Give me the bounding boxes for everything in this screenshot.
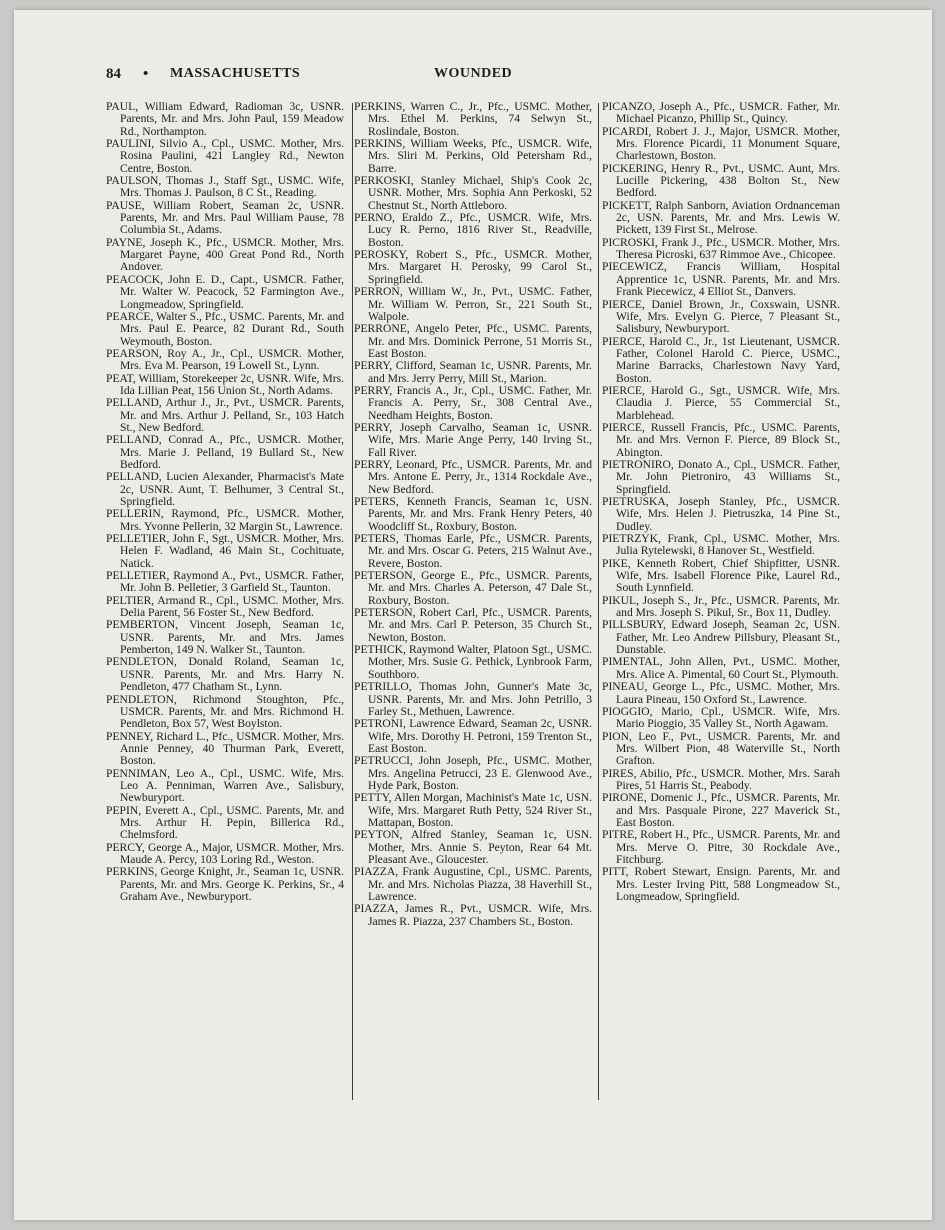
casualty-entry: PETERSON, George E., Pfc., USMCR. Parents, Mr. and Mrs. Charles A. Peterson, 47 Dale St., Roxbury, Boston. (354, 569, 592, 607)
casualty-entry: PITT, Robert Stewart, Ensign. Parents, Mr. and Mrs. Lester Irving Pitt, 588 Longmeadow St., Longmeadow, Springfield. (602, 865, 840, 903)
casualty-entry: PENDLETON, Richmond Stoughton, Pfc., USMCR. Parents, Mr. and Mrs. Richmond H. Pendleton, Box 57, West Boylston. (106, 692, 344, 731)
casualty-entry: PEMBERTON, Vincent Joseph, Seaman 1c, USNR. Parents, Mr. and Mrs. James Pemberton, 149 N. Walker St., Taunton. (106, 618, 344, 657)
casualty-entry: PICARDI, Robert J. J., Major, USMCR. Mother, Mrs. Florence Picardi, 11 Monument Square, Charlestown, Boston. (602, 124, 840, 163)
casualty-entry: PIRONE, Domenic J., Pfc., USMCR. Parents, Mr. and Mrs. Pasquale Pirone, 227 Maverick St., East Boston. (602, 791, 840, 829)
casualty-entry: PETTY, Allen Morgan, Machinist's Mate 1c, USN. Wife, Mrs. Margaret Ruth Petty, 524 River St., Mattapan, Boston. (354, 791, 592, 829)
casualty-entry: PIERCE, Russell Francis, Pfc., USMC. Parents, Mr. and Mrs. Vernon F. Pierce, 89 Block St., Abington. (602, 420, 840, 459)
casualty-entry: PEARCE, Walter S., Pfc., USMC. Parents, Mr. and Mrs. Paul E. Pearce, 82 Durant Rd., South Weymouth, Boston. (106, 309, 344, 348)
page-header (106, 66, 851, 92)
casualty-entry: PEROSKY, Robert S., Pfc., USMCR. Mother, Mrs. Margaret H. Perosky, 99 Carol St., Springfield. (354, 248, 592, 286)
column-divider (598, 103, 599, 1100)
casualty-entry: PERRY, Joseph Carvalho, Seaman 1c, USNR. Wife, Mrs. Marie Ange Perry, 140 Irving St., Fall River. (354, 420, 592, 459)
casualty-entry: PAULSON, Thomas J., Staff Sgt., USMC. Wife, Mrs. Thomas J. Paulson, 8 C St., Reading. (106, 174, 344, 200)
casualty-entry: PICKERING, Henry R., Pvt., USMC. Aunt, Mrs. Lucille Pickering, 438 Bolton St., New Bedford. (602, 161, 840, 200)
casualty-entry: PERRY, Francis A., Jr., Cpl., USMC. Father, Mr. Francis A. Perry, Sr., 308 Central Ave., Needham Heights, Boston. (354, 383, 592, 422)
casualty-entry: PIAZZA, Frank Augustine, Cpl., USMC. Parents, Mr. and Mrs. Nicholas Piazza, 38 Haverhill St., Lawrence. (354, 865, 592, 903)
casualty-entry: PICANZO, Joseph A., Pfc., USMCR. Father, Mr. Michael Picanzo, Phillip St., Quincy. (602, 100, 840, 126)
casualty-entry: PETRILLO, Thomas John, Gunner's Mate 3c, USNR. Parents, Mr. and Mrs. John Petrillo, 3 Farley St., Methuen, Lawrence. (354, 680, 592, 718)
casualty-entry: PETRONI, Lawrence Edward, Seaman 2c, USNR. Wife, Mrs. Dorothy H. Petroni, 159 Trenton St., East Boston. (354, 717, 592, 755)
casualty-entry: PETERS, Kenneth Francis, Seaman 1c, USN. Parents, Mr. and Mrs. Frank Henry Peters, 40 Woodcliff St., Roxbury, Boston. (354, 495, 592, 533)
casualty-entry: PETERS, Thomas Earle, Pfc., USMCR. Parents, Mr. and Mrs. Oscar G. Peters, 215 Walnut Ave., Revere, Boston. (354, 532, 592, 570)
casualty-entry: PELLAND, Conrad A., Pfc., USMCR. Mother, Mrs. Marie J. Pelland, 19 Bullard St., New Bedford. (106, 433, 344, 471)
section-heading: WOUNDED (434, 66, 513, 81)
casualty-entry: PERKINS, George Knight, Jr., Seaman 1c, USNR. Parents, Mr. and Mrs. George K. Perkins, Sr., 4 Graham Ave., Newburyport. (106, 865, 344, 903)
casualty-entry: PENNIMAN, Leo A., Cpl., USMC. Wife, Mrs. Leo A. Penniman, Warren Ave., Salisbury, Newburyport. (106, 766, 344, 805)
casualty-entry: PIERCE, Daniel Brown, Jr., Coxswain, USNR. Wife, Mrs. Evelyn G. Pierce, 7 Pleasant St., Salisbury, Newburyport. (602, 297, 840, 336)
page-number: 84 (106, 66, 121, 82)
casualty-entry: PINEAU, George L., Pfc., USMC. Mother, Mrs. Laura Pineau, 150 Oxford St., Lawrence. (602, 680, 840, 706)
casualty-entry: PIRES, Abilio, Pfc., USMCR. Mother, Mrs. Sarah Pires, 51 Harris St., Peabody. (602, 766, 840, 792)
casualty-entry: PEPIN, Everett A., Cpl., USMC. Parents, Mr. and Mrs. Arthur H. Pepin, Billerica Rd., Chelmsford. (106, 803, 344, 842)
casualty-entry: PIOGGIO, Mario, Cpl., USMCR. Wife, Mrs. Mario Pioggio, 35 Valley St., North Agawam. (602, 704, 840, 731)
casualty-entry: PENNEY, Richard L., Pfc., USMCR. Mother, Mrs. Annie Penney, 40 Thurman Park, Everett, Boston. (106, 729, 344, 768)
listing-column-1 (106, 101, 344, 903)
casualty-entry: PIAZZA, James R., Pvt., USMCR. Wife, Mrs. James R. Piazza, 237 Chambers St., Boston. (354, 902, 592, 928)
header-bullet: • (143, 66, 149, 82)
casualty-entry: PERCY, George A., Major, USMCR. Mother, Mrs. Maude A. Percy, 103 Loring Rd., Weston. (106, 840, 344, 866)
casualty-entry: PIERCE, Harold G., Sgt., USMCR. Wife, Mrs. Claudia J. Pierce, 55 Commercial St., Marblehead. (602, 383, 840, 422)
casualty-entry: PEYTON, Alfred Stanley, Seaman 1c, USN. Mother, Mrs. Annie S. Peyton, Rear 64 Mt. Pleasant Ave., Gloucester. (354, 828, 592, 866)
casualty-entry: PERRY, Leonard, Pfc., USMCR. Parents, Mr. and Mrs. Antone E. Perry, Jr., 1314 Rockdale Ave., New Bedford. (354, 457, 592, 496)
casualty-entry: PIERCE, Harold C., Jr., 1st Lieutenant, USMCR. Father, Colonel Harold C. Pierce, USMC., Marine Barracks, Charlestown Navy Yard, Boston. (602, 334, 840, 385)
casualty-entry: PION, Leo F., Pvt., USMCR. Parents, Mr. and Mrs. Wilbert Pion, 48 Waterville St., North Grafton. (602, 729, 840, 768)
casualty-entry: PIKUL, Joseph S., Jr., Pfc., USMCR. Parents, Mr. and Mrs. Joseph S. Pikul, Sr., Box 11, Dudley. (602, 593, 840, 620)
casualty-entry: PAYNE, Joseph K., Pfc., USMCR. Mother, Mrs. Margaret Payne, 400 Great Pond Rd., North Andover. (106, 235, 344, 274)
casualty-entry: PETHICK, Raymond Walter, Platoon Sgt., USMC. Mother, Mrs. Susie G. Pethick, Lynbrook Farm, Southboro. (354, 643, 592, 681)
casualty-entry: PICROSKI, Frank J., Pfc., USMCR. Mother, Mrs. Theresa Picroski, 637 Rimmoe Ave., Chicopee. (602, 235, 840, 262)
casualty-entry: PETRUCCI, John Joseph, Pfc., USMC. Mother, Mrs. Angelina Petrucci, 23 E. Glenwood Ave., Hyde Park, Boston. (354, 754, 592, 792)
casualty-entry: PIETRZYK, Frank, Cpl., USMC. Mother, Mrs. Julia Rytelewski, 8 Hanover St., Westfield. (602, 532, 840, 558)
casualty-entry: PEAT, William, Storekeeper 2c, USNR. Wife, Mrs. Ida Lillian Peat, 156 Union St., North Adams. (106, 371, 344, 397)
casualty-entry: PERRONE, Angelo Peter, Pfc., USMC. Parents, Mr. and Mrs. Dominick Perrone, 51 Morris St., East Boston. (354, 322, 592, 360)
casualty-entry: PETERSON, Robert Carl, Pfc., USMCR. Parents, Mr. and Mrs. Carl P. Peterson, 35 Church St., Newton, Boston. (354, 606, 592, 644)
casualty-entry: PELLAND, Lucien Alexander, Pharmacist's Mate 2c, USNR. Aunt, T. Belhumer, 3 Central St., Springfield. (106, 470, 344, 508)
state-heading: MASSACHUSETTS (170, 66, 301, 81)
casualty-entry: PERKINS, William Weeks, Pfc., USMCR. Wife, Mrs. Sliri M. Perkins, Old Petersham Rd., Barre. (354, 137, 592, 175)
casualty-entry: PELLETIER, Raymond A., Pvt., USMCR. Father, Mr. John B. Pelletier, 3 Garfield St., Taunton. (106, 569, 344, 595)
listing-column-2 (354, 101, 592, 928)
casualty-entry: PERKINS, Warren C., Jr., Pfc., USMC. Mother, Mrs. Ethel M. Perkins, 74 Selwyn St., Roslindale, Boston. (354, 100, 592, 138)
casualty-entry: PELLERIN, Raymond, Pfc., USMCR. Mother, Mrs. Yvonne Pellerin, 32 Margin St., Lawrence. (106, 507, 344, 533)
casualty-entry: PERNO, Eraldo Z., Pfc., USMCR. Wife, Mrs. Lucy R. Perno, 1816 River St., Readville, Boston. (354, 211, 592, 249)
listing-column-3 (602, 101, 840, 903)
casualty-entry: PIETRUSKA, Joseph Stanley, Pfc., USMCR. Wife, Mrs. Helen J. Pietruszka, 14 Pine St., Dudley. (602, 495, 840, 533)
casualty-entry: PITRE, Robert H., Pfc., USMCR. Parents, Mr. and Mrs. Merve O. Pitre, 30 Rockdale Ave., Fitchburg. (602, 828, 840, 866)
casualty-entry: PIKE, Kenneth Robert, Chief Shipfitter, USNR. Wife, Mrs. Isabell Florence Pike, Laurel Rd., South Lynnfield. (602, 556, 840, 595)
casualty-entry: PELTIER, Armand R., Cpl., USMC. Mother, Mrs. Delia Parent, 56 Foster St., New Bedford. (106, 593, 344, 620)
casualty-entry: PERRON, William W., Jr., Pvt., USMC. Father, Mr. William W. Perron, Sr., 221 South St., Walpole. (354, 285, 592, 323)
casualty-entry: PENDLETON, Donald Roland, Seaman 1c, USNR. Parents, Mr. and Mrs. Harry N. Pendleton, 477 Chatham St., Lynn. (106, 655, 344, 694)
casualty-entry: PILLSBURY, Edward Joseph, Seaman 2c, USN. Father, Mr. Leo Andrew Pillsbury, Pleasant St., Dunstable. (602, 618, 840, 657)
casualty-entry: PELLETIER, John F., Sgt., USMCR. Mother, Mrs. Helen F. Wadland, 46 Main St., Cochituate, Natick. (106, 532, 344, 570)
casualty-entry: PIMENTAL, John Allen, Pvt., USMC. Mother, Mrs. Alice A. Pimental, 60 Court St., Plymouth. (602, 655, 840, 681)
column-divider (352, 103, 353, 1100)
casualty-entry: PELLAND, Arthur J., Jr., Pvt., USMCR. Parents, Mr. and Mrs. Arthur J. Pelland, Sr., 103 Hatch St., New Bedford. (106, 396, 344, 434)
casualty-entry: PIECEWICZ, Francis William, Hospital Apprentice 1c, USNR. Parents, Mr. and Mrs. Frank Piecewicz, 4 Elliot St., Danvers. (602, 260, 840, 299)
casualty-entry: PAUL, William Edward, Radioman 3c, USNR. Parents, Mr. and Mrs. John Paul, 159 Meadow Rd., Northampton. (106, 100, 344, 138)
casualty-entry: PEARSON, Roy A., Jr., Cpl., USMCR. Mother, Mrs. Eva M. Pearson, 19 Lowell St., Lynn. (106, 346, 344, 373)
casualty-entry: PEACOCK, John E. D., Capt., USMCR. Father, Mr. Walter W. Peacock, 52 Farmington Ave., Longmeadow, Springfield. (106, 272, 344, 311)
casualty-entry: PAULINI, Silvio A., Cpl., USMC. Mother, Mrs. Rosina Paulini, 421 Langley Rd., Newton Centre, Boston. (106, 137, 344, 175)
casualty-entry: PERKOSKI, Stanley Michael, Ship's Cook 2c, USNR. Mother, Mrs. Sophia Ann Perkoski, 52 Chestnut St., North Attleboro. (354, 174, 592, 212)
casualty-entry: PAUSE, William Robert, Seaman 2c, USNR. Parents, Mr. and Mrs. Paul William Pause, 78 Columbia St., Adams. (106, 198, 344, 237)
casualty-entry: PERRY, Clifford, Seaman 1c, USNR. Parents, Mr. and Mrs. Jerry Perry, Mill St., Marion. (354, 359, 592, 385)
casualty-entry: PIETRONIRO, Donato A., Cpl., USMCR. Father, Mr. John Pietroniro, 43 Williams St., Springfield. (602, 457, 840, 496)
casualty-entry: PICKETT, Ralph Sanborn, Aviation Ordnanceman 2c, USN. Parents, Mr. and Mrs. Lewis W. Pickett, 139 First St., Melrose. (602, 198, 840, 237)
